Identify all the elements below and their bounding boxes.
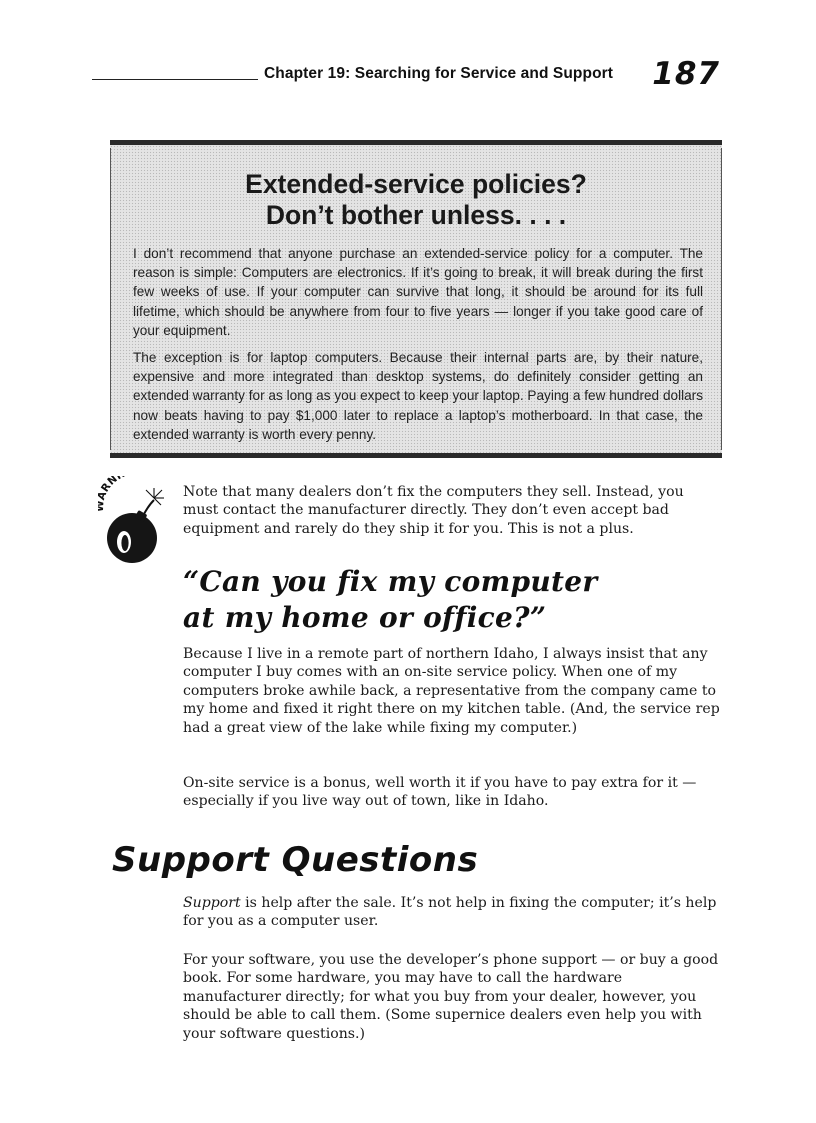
svg-text:WARNING! — [98, 476, 146, 512]
support-paragraph-2: For your software, you use the developer’s phone support — or buy a good book. For some hardware, you may have to call the hardware manufacturer directly; for what you buy from your dealer, however, you should be able to call them. (Some supernice dealers even help you with your software questions.) — [183, 952, 719, 1042]
sidebar-frame — [110, 148, 722, 450]
running-head-rule — [92, 79, 258, 80]
support-definition: is help after the sale. It’s not help in fixing the computer; it’s help for you as a computer user. — [183, 895, 717, 930]
onsite-heading-line-1: “Can you fix my computer — [183, 565, 598, 598]
support-heading: Support Questions — [112, 840, 479, 880]
warning-text: Note that many dealers don’t fix the computers they sell. Instead, you must contact the manufacturer directly. They don’t even accept bad equipment and rarely do they ship it for you. This is not a plus. — [183, 484, 684, 537]
running-head — [92, 58, 724, 92]
sidebar-box — [110, 140, 722, 458]
onsite-heading — [183, 564, 597, 636]
support-term: Support — [183, 895, 241, 911]
warning-icon — [98, 476, 180, 568]
sidebar-paragraph-1: I don’t recommend that anyone purchase an extended-service policy for a computer. The reason is simple: Computers are electronics. If it’s going to break, it will break during the first few weeks of use. If your computer can survive that long, it should be around for its full lifetime, which should be anywhere from four to five years — longer if you take good care of your equipment. — [133, 246, 703, 338]
chapter-title: Chapter 19: Searching for Service and Support — [264, 65, 614, 82]
support-paragraph-1 — [183, 894, 723, 931]
onsite-heading-line-2: at my home or office?” — [183, 601, 547, 634]
onsite-paragraph-1: Because I live in a remote part of northern Idaho, I always insist that any computer I buy comes with an on-site service policy. When one of my computers broke awhile back, a representative from the company came to my home and fixed it right there on my kitchen table. (And, the service rep had a great view of the lake while fixing my computer.) — [183, 646, 720, 736]
page-number: 187 — [652, 56, 720, 92]
sidebar-title-line-1: Extended-service policies? — [245, 169, 587, 199]
warning-label: RNI — [99, 476, 124, 495]
sidebar-body — [133, 244, 703, 452]
sidebar-title — [111, 169, 721, 231]
sidebar-title-line-2: Don’t bother unless. . . . — [265, 200, 567, 230]
sidebar-paragraph-2: The exception is for laptop computers. Because their internal parts are, by their nature, expensive and more integrated than desktop systems, do definitely consider getting an extended warranty for as long as you expect to keep your laptop. Paying a few hundred dollars now beats having to pay $1,000 later to replace a laptop’s motherboard. In that case, the extended warranty is worth every penny. — [133, 350, 703, 442]
onsite-paragraph-2: On-site service is a bonus, well worth it if you have to pay extra for it — especially if you live way out of town, like in Idaho. — [183, 775, 697, 810]
bomb-icon — [98, 476, 180, 568]
